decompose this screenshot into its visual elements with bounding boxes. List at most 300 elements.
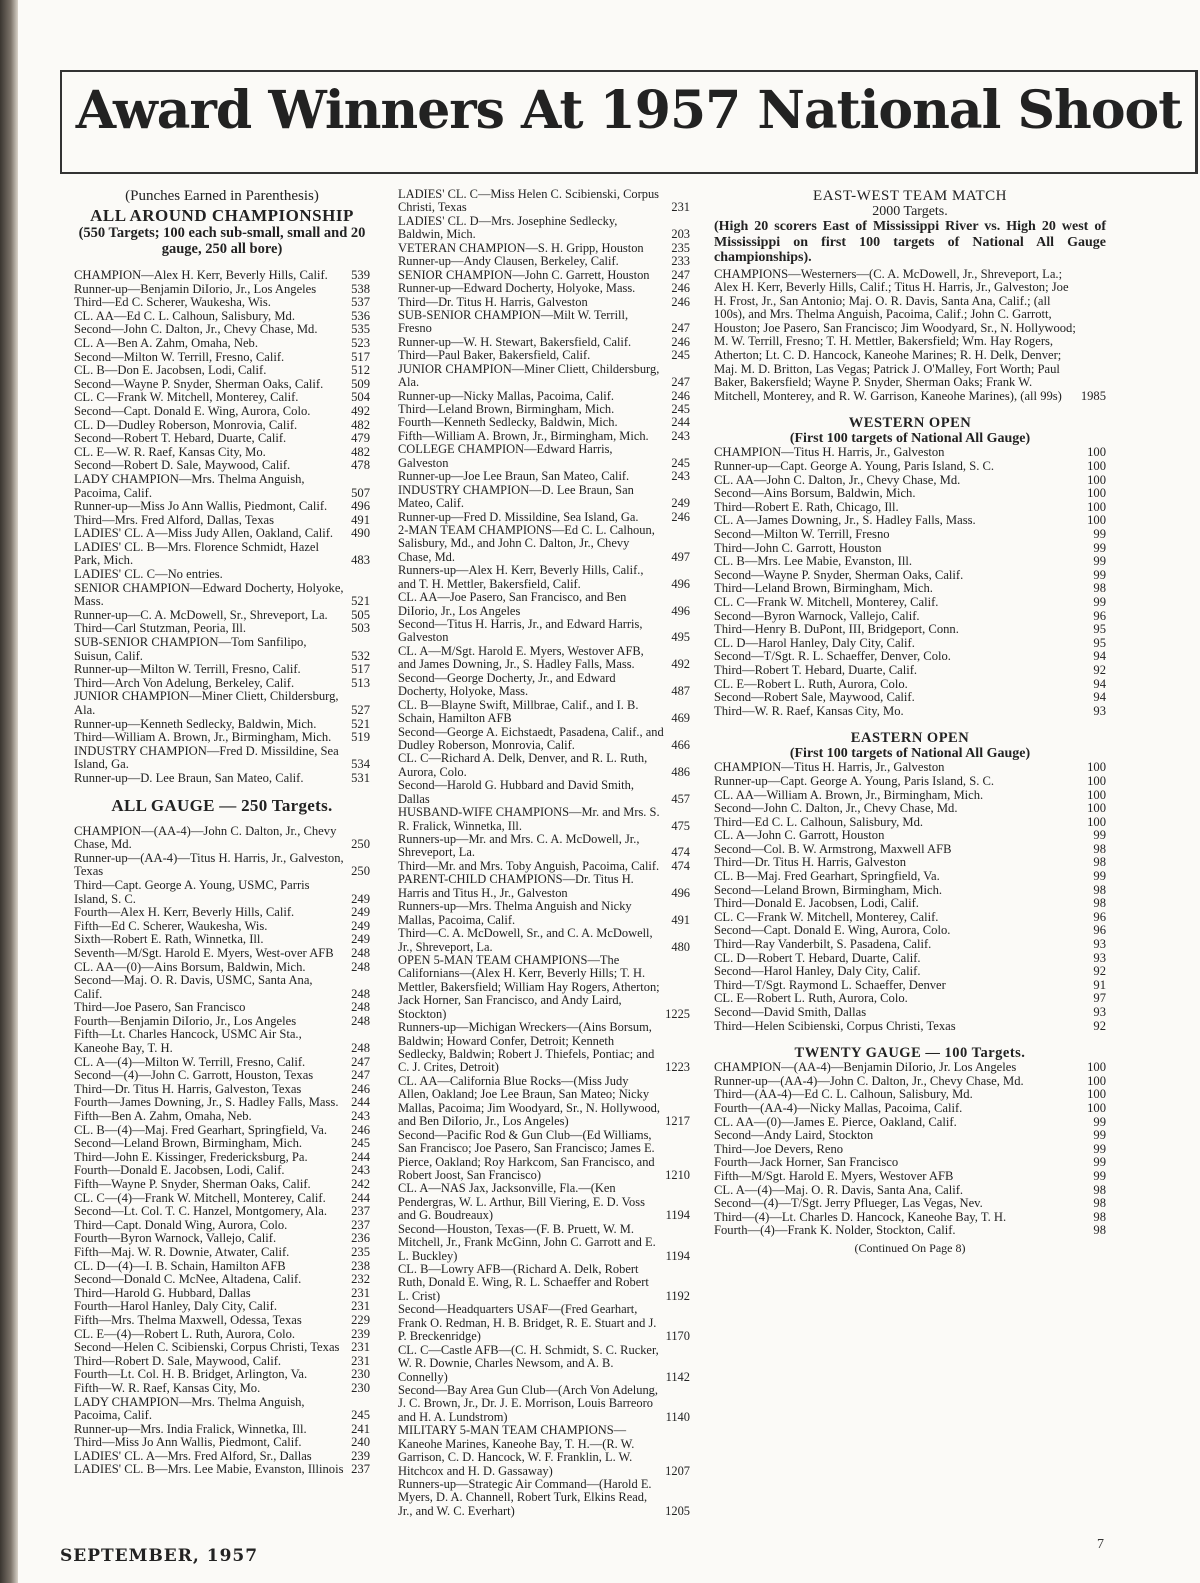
all-gauge-results-continued	[398, 188, 690, 1518]
result-score: 1194	[665, 1248, 690, 1263]
result-name: Second—Robert T. Hebard, Duarte, Calif.	[74, 431, 287, 446]
result-entry	[74, 459, 370, 473]
result-score: 246	[671, 509, 690, 524]
result-name: CL. B—Don E. Jacobsen, Lodi, Calif.	[74, 363, 267, 378]
result-entry	[398, 390, 690, 403]
result-name: LADIES' CL. D—Mrs. Josephine Sedlecky, Baldwin, Mich.	[398, 213, 618, 242]
result-entry	[74, 283, 370, 297]
result-score: 517	[351, 349, 370, 364]
result-entry	[398, 1384, 690, 1424]
result-entry	[74, 296, 370, 310]
result-name: Fifth—Mrs. Thelma Maxwell, Odessa, Texas	[74, 1312, 302, 1327]
result-entry	[714, 1102, 1106, 1116]
result-entry	[714, 487, 1106, 501]
east-west-heading: EAST-WEST TEAM MATCH	[813, 188, 1007, 204]
all-gauge-results	[74, 825, 370, 1478]
result-score: 512	[351, 363, 370, 378]
result-name: Runner-up—D. Lee Braun, San Mateo, Calif.	[74, 770, 304, 785]
result-name: Third—Ed C. L. Calhoun, Salisbury, Md.	[714, 814, 924, 829]
result-entry	[74, 1192, 370, 1206]
result-score: 100	[1087, 486, 1106, 501]
result-name: INDUSTRY CHAMPION—Fred D. Missildine, Sea Island, Ga.	[74, 743, 339, 772]
result-entry	[714, 802, 1106, 816]
result-name: Fourth—Benjamin DiIorio, Jr., Los Angeles	[74, 1013, 297, 1028]
result-score: 247	[671, 375, 690, 390]
result-name: CL. AA—John C. Dalton, Jr., Chevy Chase, Md.	[714, 472, 961, 487]
result-score: 1194	[665, 1208, 690, 1223]
result-name: CL. E—Robert L. Ruth, Aurora, Colo.	[714, 676, 908, 691]
result-score: 513	[351, 675, 370, 690]
result-name: CL. AA—California Blue Rocks—(Miss Judy Allen, Oakland; Joe Lee Braun, San Mateo; Nicky Mallas, Pacoima; Jim Woodyard, Sr., N. Hollywood, and Ben DiIorio, Jr., Los Angeles)	[398, 1073, 661, 1129]
result-score: 249	[671, 496, 690, 511]
result-score: 537	[351, 295, 370, 310]
result-score: 99	[1093, 554, 1106, 569]
result-score: 94	[1093, 676, 1106, 691]
result-name: Runner-up—Kenneth Sedlecky, Baldwin, Mich.	[74, 716, 317, 731]
result-name: SENIOR CHAMPION—John C. Garrett, Houston	[398, 267, 650, 282]
result-score: 235	[351, 1244, 370, 1259]
result-score: 246	[671, 334, 690, 349]
result-name: CL. C—Frank W. Mitchell, Monterey, Calif.	[74, 390, 299, 405]
result-name: CHAMPION—(AA-4)—Benjamin DiIorio, Jr. Los Angeles	[714, 1060, 1017, 1075]
result-score: 1170	[665, 1329, 690, 1344]
result-entry	[398, 1424, 690, 1478]
result-entry	[714, 1061, 1106, 1075]
result-entry	[714, 596, 1106, 610]
result-entry	[74, 731, 370, 745]
east-west-description: (High 20 scorers East of Mississippi River vs. High 20 west of Mississippi on first 100 targets of National All Gauge championships).	[714, 219, 1106, 265]
result-name: JUNIOR CHAMPION—Miner Cliett, Childersburg, Ala.	[74, 689, 339, 717]
result-score: 487	[671, 684, 690, 699]
result-name: Third—T/Sgt. Raymond L. Schaeffer, Denver	[714, 977, 946, 992]
result-entry	[714, 582, 1106, 596]
result-name: LADY CHAMPION—Mrs. Thelma Anguish, Pacoima, Calif.	[74, 1394, 305, 1423]
result-entry	[714, 705, 1106, 719]
result-entry	[74, 582, 370, 609]
result-entry	[714, 884, 1106, 898]
result-entry	[74, 745, 370, 772]
result-name: CL. C—(4)—Frank W. Mitchell, Monterey, Calif.	[74, 1190, 326, 1205]
all-around-results	[74, 269, 370, 786]
result-entry	[74, 514, 370, 528]
result-entry	[74, 852, 370, 879]
result-name: Third—Robert D. Sale, Maywood, Calif.	[74, 1353, 282, 1368]
result-score: 244	[351, 1095, 370, 1110]
result-name: CL. C—Castle AFB—(C. H. Schmidt, S. C. Rucker, W. R. Downie, Charles Newsom, and A. B. Connelly)	[398, 1342, 659, 1384]
result-name: Fourth—Byron Warnock, Vallejo, Calif.	[74, 1231, 277, 1246]
result-score: 231	[351, 1299, 370, 1314]
result-score: 474	[671, 845, 690, 860]
result-name: Fourth—Jack Horner, San Francisco	[714, 1155, 899, 1170]
result-score: 539	[351, 268, 370, 282]
result-entry	[74, 1423, 370, 1437]
result-score: 248	[351, 986, 370, 1001]
result-entry	[714, 650, 1106, 664]
result-score: 230	[351, 1367, 370, 1382]
result-score: 486	[671, 764, 690, 779]
result-name: SUB-SENIOR CHAMPION—Tom Sanfilipo, Suisun, Calif.	[74, 635, 307, 663]
result-name: Third—(AA-4)—Ed C. L. Calhoun, Salisbury, Md.	[714, 1087, 973, 1102]
result-entry	[74, 1028, 370, 1055]
result-score: 248	[351, 945, 370, 960]
result-score: 496	[671, 576, 690, 591]
result-entry	[398, 296, 690, 309]
result-score: 492	[351, 403, 370, 418]
result-name: CHAMPION—Titus H. Harris, Jr., Galveston	[714, 760, 945, 775]
result-score: 496	[671, 603, 690, 618]
result-score: 93	[1093, 703, 1106, 718]
result-entry	[398, 873, 690, 900]
result-entry	[398, 1303, 690, 1343]
result-entry	[74, 1083, 370, 1097]
result-score: 237	[351, 1462, 370, 1477]
result-score: 1207	[665, 1463, 690, 1478]
result-entry	[398, 564, 690, 591]
result-entry	[74, 1137, 370, 1151]
result-name: Fourth—Harol Hanley, Daly City, Calif.	[74, 1299, 277, 1314]
result-entry	[398, 309, 690, 336]
result-score: 241	[351, 1421, 370, 1436]
result-name: CL. AA—Joe Pasero, San Francisco, and Ben DiIorio, Jr., Los Angeles	[398, 590, 627, 618]
result-name: Third—Joe Pasero, San Francisco	[74, 1000, 246, 1015]
result-name: Third—Capt. Donald Wing, Aurora, Colo.	[74, 1217, 288, 1232]
result-name: Fourth—Kenneth Sedlecky, Baldwin, Mich.	[398, 415, 618, 430]
result-name: Second—David Smith, Dallas	[714, 1005, 867, 1019]
result-name: CL. A—Ben A. Zahm, Omaha, Neb.	[74, 335, 258, 350]
result-score: 230	[351, 1380, 370, 1395]
result-name: Second—Wayne P. Snyder, Sherman Oaks, Calif.	[714, 567, 964, 582]
page-title: Award Winners At 1957 National Shoot	[75, 80, 1182, 141]
result-entry	[714, 664, 1106, 678]
result-name: Third—Paul Baker, Bakersfield, Calif.	[398, 348, 591, 363]
result-entry	[74, 663, 370, 677]
result-entry	[714, 1006, 1106, 1020]
result-name: Second—Maj. O. R. Davis, USMC, Santa Ana, Calif.	[74, 973, 313, 1001]
result-name: Third—Robert T. Hebard, Duarte, Calif.	[714, 662, 918, 677]
result-entry	[74, 1151, 370, 1165]
result-name: HUSBAND-WIFE CHAMPIONS—Mr. and Mrs. S. R. Fralick, Winnetka, Ill.	[398, 805, 660, 833]
result-entry	[74, 825, 370, 852]
result-score: 237	[351, 1204, 370, 1219]
result-name: LADIES' CL. C—No entries.	[74, 567, 223, 582]
result-name: CL. D—Harol Hanley, Daly City, Calif.	[714, 635, 915, 650]
result-name: Second—Byron Warnock, Vallejo, Calif.	[714, 608, 920, 623]
result-entry	[398, 1263, 690, 1303]
result-entry	[74, 446, 370, 460]
result-entry	[74, 364, 370, 378]
result-entry	[74, 677, 370, 691]
result-entry	[74, 323, 370, 337]
result-name: MILITARY 5-MAN TEAM CHAMPIONS—Kaneohe Marines, Kaneohe Bay, T. H.—(R. W. Garrison, C. D. Hancock, W. F. Franklin, L. W. Hitchcox and H. D. Gassaway)	[398, 1423, 635, 1478]
result-name: Seventh—M/Sgt. Harold E. Myers, West-over AFB	[74, 945, 334, 960]
result-entry	[714, 897, 1106, 911]
result-entry	[74, 1232, 370, 1246]
title-box	[60, 70, 1198, 174]
result-entry	[74, 1396, 370, 1423]
result-score: 532	[351, 648, 370, 663]
result-entry	[398, 269, 690, 282]
result-score: 249	[351, 891, 370, 906]
result-name: Fourth—(AA-4)—Nicky Mallas, Pacoima, Calif.	[714, 1100, 963, 1115]
eastern-open-subheading: (First 100 targets of National All Gauge)	[789, 746, 1031, 762]
result-name: Third—C. A. McDowell, Sr., and C. A. McDowell, Jr., Shreveport, La.	[398, 926, 653, 954]
result-name: Third—Capt. George A. Young, USMC, Parris Island, S. C.	[74, 877, 310, 906]
column-1	[74, 188, 370, 1477]
result-score: 490	[351, 526, 370, 541]
result-name: Second—Capt. Donald E. Wing, Aurora, Colo.	[714, 923, 951, 938]
result-score: 245	[671, 348, 690, 363]
result-entry	[714, 678, 1106, 692]
result-entry	[398, 833, 690, 860]
result-score: 99	[1093, 1128, 1106, 1143]
result-score: 229	[351, 1312, 370, 1327]
result-entry	[714, 952, 1106, 966]
result-entry	[714, 446, 1106, 460]
result-name: Fifth—Ben A. Zahm, Omaha, Neb.	[74, 1109, 252, 1124]
result-entry	[714, 1156, 1106, 1170]
result-entry	[714, 268, 1106, 404]
result-entry	[398, 1182, 690, 1222]
result-entry	[74, 527, 370, 541]
result-name: CL. B—Maj. Fred Gearhart, Springfield, Va.	[714, 869, 940, 884]
result-name: CL. A—John C. Garrott, Houston	[714, 828, 885, 843]
result-entry	[714, 474, 1106, 488]
result-score: 507	[351, 485, 370, 500]
result-entry	[714, 992, 1106, 1006]
result-score: 239	[351, 1448, 370, 1463]
result-score: 247	[351, 1054, 370, 1069]
result-entry	[74, 1015, 370, 1029]
result-entry	[398, 484, 690, 511]
punches-note: (Punches Earned in Parenthesis)	[125, 188, 319, 204]
result-entry	[398, 336, 690, 349]
result-entry	[74, 1164, 370, 1178]
result-score: 492	[671, 657, 690, 672]
result-entry	[398, 1344, 690, 1384]
result-name: Runners-up—Mrs. Thelma Anguish and Nicky Mallas, Pacoima, Calif.	[398, 899, 632, 927]
result-score: 231	[671, 200, 690, 215]
result-score: 98	[1093, 1209, 1106, 1224]
result-entry	[714, 691, 1106, 705]
result-entry	[74, 1273, 370, 1287]
result-score: 245	[351, 1136, 370, 1151]
result-entry	[74, 310, 370, 324]
result-score: 99	[1093, 567, 1106, 582]
result-entry	[714, 555, 1106, 569]
result-entry	[714, 637, 1106, 651]
result-score: 482	[351, 417, 370, 432]
result-score: 245	[671, 455, 690, 470]
result-score: 236	[351, 1231, 370, 1246]
result-entry	[74, 772, 370, 786]
result-name: CL. C—Richard A. Delk, Denver, and R. L. Ruth, Aurora, Colo.	[398, 751, 648, 779]
result-name: SUB-SENIOR CHAMPION—Milt W. Terrill, Fresno	[398, 307, 629, 336]
result-name: CL. B—Blayne Swift, Millbrae, Calif., and I. B. Schain, Hamilton AFB	[398, 697, 639, 726]
result-entry	[714, 965, 1106, 979]
result-score: 480	[671, 939, 690, 954]
result-entry	[398, 188, 690, 215]
result-name: Runner-up—Edward Docherty, Holyoke, Mass.	[398, 281, 636, 296]
result-score: 246	[351, 1122, 370, 1137]
result-entry	[714, 789, 1106, 803]
result-name: Fifth—W. R. Raef, Kansas City, Mo.	[74, 1380, 261, 1395]
result-name: LADIES' CL. A—Mrs. Fred Alford, Sr., Dallas	[74, 1448, 312, 1463]
result-score: 92	[1093, 964, 1106, 979]
result-entry	[74, 1328, 370, 1342]
result-entry	[74, 1124, 370, 1138]
result-name: LADIES' CL. B—Mrs. Florence Schmidt, Hazel Park, Mich.	[74, 539, 320, 568]
result-entry	[74, 1178, 370, 1192]
result-score: 99	[1093, 1155, 1106, 1170]
result-entry	[398, 954, 690, 1021]
result-entry	[714, 775, 1106, 789]
result-score: 243	[351, 1109, 370, 1124]
twenty-gauge-results	[714, 1061, 1106, 1238]
result-entry	[74, 1300, 370, 1314]
eastern-open-results	[714, 761, 1106, 1033]
result-score: 235	[671, 240, 690, 255]
result-score: 98	[1093, 1182, 1106, 1197]
result-name: Fifth—Lt. Charles Hancock, USMC Air Sta., Kaneohe Bay, T. H.	[74, 1027, 302, 1056]
result-entry	[398, 699, 690, 726]
result-score: 475	[671, 818, 690, 833]
result-name: CL. E—(4)—Robert L. Ruth, Aurora, Colo.	[74, 1326, 296, 1341]
result-entry	[74, 1463, 370, 1477]
result-name: Second—Robert Sale, Maywood, Calif.	[714, 690, 915, 705]
result-entry	[398, 591, 690, 618]
result-name: Third—Carl Stutzman, Peoria, Ill.	[74, 621, 247, 636]
result-entry	[74, 906, 370, 920]
result-entry	[74, 920, 370, 934]
result-name: Second—Bay Area Gun Club—(Arch Von Adelung, J. C. Brown, Jr., Dr. J. E. Morrison, Louis Barreoro and H. A. Lundstrom)	[398, 1382, 659, 1424]
result-score: 245	[671, 402, 690, 416]
result-score: 466	[671, 737, 690, 752]
result-entry	[714, 1075, 1106, 1089]
result-entry	[398, 255, 690, 268]
result-name: Runner-up—Mrs. India Fralick, Winnetka, Ill.	[74, 1421, 307, 1436]
result-name: CL. E—Robert L. Ruth, Aurora, Colo.	[714, 991, 908, 1006]
result-entry	[74, 718, 370, 732]
result-name: JUNIOR CHAMPION—Miner Cliett, Childersburg, Ala.	[398, 361, 660, 390]
result-name: Runners-up—Mr. and Mrs. C. A. McDowell, Jr., Shreveport, La.	[398, 832, 640, 860]
result-score: 521	[351, 594, 370, 609]
result-name: Third—John C. Garrott, Houston	[714, 540, 882, 555]
issue-date: SEPTEMBER, 1957	[60, 1546, 259, 1566]
result-name: Second—Ains Borsum, Baldwin, Mich.	[714, 486, 916, 501]
result-entry	[74, 405, 370, 419]
result-name: CL. AA—(0)—Ains Borsum, Baldwin, Mich.	[74, 959, 306, 974]
result-entry	[714, 938, 1106, 952]
result-name: Fifth—Ed C. Scherer, Waukesha, Wis.	[74, 918, 268, 933]
result-score: 237	[351, 1217, 370, 1232]
result-score: 244	[351, 1190, 370, 1205]
result-score: 231	[351, 1285, 370, 1300]
result-entry	[74, 1436, 370, 1450]
result-name: VETERAN CHAMPION—S. H. Gripp, Houston	[398, 240, 644, 255]
result-entry	[74, 690, 370, 717]
result-name: Runner-up—Benjamin DiIorio, Jr., Los Angeles	[74, 281, 317, 296]
result-entry	[398, 1129, 690, 1183]
result-score: 535	[351, 322, 370, 337]
result-name: Second—Milton W. Terrill, Fresno, Calif.	[74, 349, 285, 364]
result-entry	[74, 1001, 370, 1015]
result-score: 243	[671, 469, 690, 484]
result-entry	[714, 1197, 1106, 1211]
result-name: Third—Henry B. DuPont, III, Bridgeport, Conn.	[714, 622, 959, 637]
result-score: 98	[1093, 855, 1106, 870]
result-score: 231	[351, 1340, 370, 1355]
result-entry	[398, 1478, 690, 1518]
result-score: 479	[351, 431, 370, 446]
western-open-results	[714, 446, 1106, 718]
result-entry	[398, 726, 690, 753]
result-entry	[398, 1021, 690, 1075]
result-score: 92	[1093, 1018, 1106, 1033]
result-score: 99	[1093, 869, 1106, 884]
result-name: Third—Ed C. Scherer, Waukesha, Wis.	[74, 295, 271, 310]
result-name: CL. D—Robert T. Hebard, Duarte, Calif.	[714, 950, 921, 965]
result-score: 98	[1093, 581, 1106, 596]
result-name: OPEN 5-MAN TEAM CHAMPIONS—The Californians—(Alex H. Kerr, Beverly Hills; T. H. Mettler, Bakersfield; William Hay Rogers, Atherton; Jack Horner, San Francisco, and Andy Laird, Stockton)	[398, 952, 660, 1021]
result-name: CHAMPION—Titus H. Harris, Jr., Galveston	[714, 445, 945, 460]
result-entry	[398, 403, 690, 416]
result-name: INDUSTRY CHAMPION—D. Lee Braun, San Mateo, Calif.	[398, 482, 634, 511]
result-name: Second—Capt. Donald E. Wing, Aurora, Colo.	[74, 403, 311, 418]
result-score: 239	[351, 1326, 370, 1341]
result-entry	[714, 542, 1106, 556]
continued-note: (Continued On Page 8)	[854, 1240, 966, 1255]
result-name: Runner-up—Capt. George A. Young, Paris Island, S. C.	[714, 459, 995, 474]
result-name: CL. AA—Ed C. L. Calhoun, Salisbury, Md.	[74, 308, 295, 323]
result-score: 95	[1093, 622, 1106, 637]
result-entry	[398, 511, 690, 524]
result-score: 233	[671, 254, 690, 269]
result-score: 232	[351, 1272, 370, 1287]
result-score: 98	[1093, 896, 1106, 911]
result-entry	[398, 349, 690, 362]
result-name: CL. E—W. R. Raef, Kansas City, Mo.	[74, 444, 266, 459]
result-score: 504	[351, 390, 370, 405]
result-score: 250	[351, 837, 370, 852]
east-west-results	[714, 268, 1106, 404]
result-name: Third—Mr. and Mrs. Toby Anguish, Pacoima, Calif.	[398, 858, 660, 873]
result-name: Fifth—M/Sgt. Harold E. Myers, Westover AFB	[714, 1168, 954, 1183]
result-entry	[714, 911, 1106, 925]
result-entry	[74, 473, 370, 500]
result-name: Third—Miss Jo Ann Wallis, Piedmont, Calif.	[74, 1435, 302, 1450]
result-name: Runner-up—C. A. McDowell, Sr., Shreveport, La.	[74, 607, 328, 622]
result-score: 250	[351, 864, 370, 879]
result-name: Runner-up—(AA-4)—John C. Dalton, Jr., Chevy Chase, Md.	[714, 1073, 1024, 1088]
result-name: Runner-up—(AA-4)—Titus H. Harris, Jr., Galveston, Texas	[74, 850, 344, 879]
result-entry	[398, 1223, 690, 1263]
result-entry	[714, 1116, 1106, 1130]
result-name: Third—(4)—Lt. Charles D. Hancock, Kaneohe Bay, T. H.	[714, 1209, 1007, 1224]
result-name: LADY CHAMPION—Mrs. Thelma Anguish, Pacoima, Calif.	[74, 471, 305, 500]
result-score: 249	[351, 905, 370, 920]
result-entry	[74, 636, 370, 663]
result-entry	[714, 829, 1106, 843]
result-name: Third—Dr. Titus H. Harris, Galveston	[714, 855, 907, 870]
result-score: 482	[351, 444, 370, 459]
result-score: 99	[1093, 828, 1106, 843]
result-name: Runner-up—Milton W. Terrill, Fresno, Calif.	[74, 662, 301, 677]
result-score: 231	[351, 1353, 370, 1368]
result-score: 496	[351, 499, 370, 514]
result-name: Second—Donald C. McNee, Altadena, Calif.	[74, 1272, 302, 1287]
result-score: 94	[1093, 690, 1106, 705]
result-entry	[74, 500, 370, 514]
